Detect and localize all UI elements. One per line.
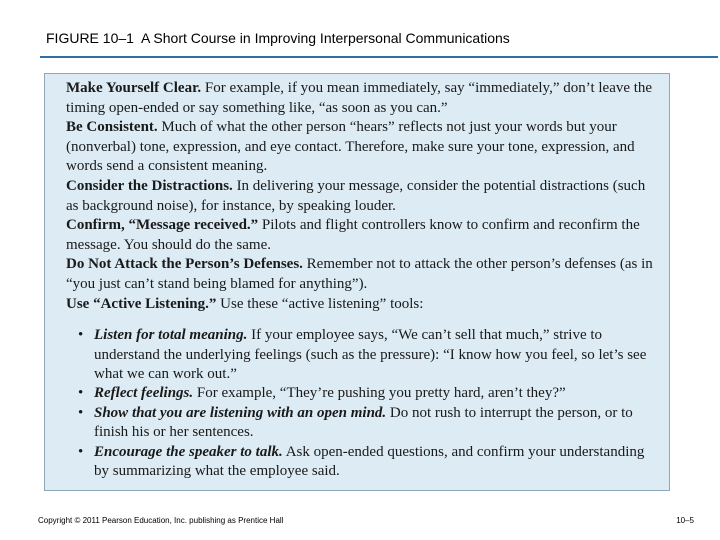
tip-heading: Confirm, “Message received.”: [66, 217, 259, 234]
list-item: [78, 443, 661, 482]
tip-paragraph: [66, 216, 661, 255]
list-item: [78, 404, 661, 443]
figure-label: FIGURE 10–1: [46, 30, 134, 46]
tip-heading: Be Consistent.: [66, 119, 158, 136]
bullet-text: Do not rush to interrupt the person, or to finish his or her sentences.: [94, 404, 633, 441]
tip-text: Remember not to attack the other person’s defenses (as in “you just can’t stand being blamed for anything”).: [66, 256, 653, 292]
bullet-text: If your employee says, “We can’t sell that much,” strive to understand the underlying feelings (such as the pressure): “I know how you feel, so let’s see what we can work out.”: [94, 327, 647, 382]
bullet-lead: Reflect feelings.: [94, 385, 194, 402]
content-body: [66, 79, 661, 481]
bullet-icon: •: [78, 443, 84, 460]
tip-heading: Use “Active Listening.”: [66, 295, 217, 312]
page-number: 10–5: [676, 516, 694, 525]
bullet-text: For example, “They’re pushing you pretty hard, aren’t they?”: [193, 385, 566, 402]
tip-heading: Do Not Attack the Person’s Defenses.: [66, 256, 303, 273]
list-item: [78, 384, 661, 403]
tip-heading: Make Yourself Clear.: [66, 80, 202, 96]
tip-paragraph: [66, 177, 661, 216]
tip-text: Use these “active listening” tools:: [216, 295, 424, 312]
list-item: [78, 326, 661, 384]
figure-title: [46, 30, 510, 46]
tip-text: For example, if you mean immediately, say “immediately,” don’t leave the timing open-ended or say something like, “as soon as you can.”: [66, 80, 653, 116]
tip-text: Pilots and flight controllers know to confirm and reconfirm the message. You should do the same.: [66, 217, 640, 253]
tip-paragraph: [66, 255, 661, 294]
tip-text: In delivering your message, consider the potential distractions (such as background noise), for instance, by speaking louder.: [66, 177, 646, 214]
tip-paragraph: [66, 295, 661, 315]
tip-text: Much of what the other person “hears” reflects not just your words but your (nonverbal) tone, expression, and eye contact. Therefore, make sure your tone, expression, and words send a consistent meaning.: [66, 119, 635, 175]
active-listening-list: [66, 326, 661, 481]
bullet-lead: Show that you are listening with an open mind.: [94, 404, 387, 421]
bullet-icon: •: [78, 385, 84, 402]
bullet-icon: •: [78, 327, 84, 344]
copyright-notice: Copyright © 2011 Pearson Education, Inc. publishing as Prentice Hall: [38, 516, 284, 525]
tip-heading: Consider the Distractions.: [66, 177, 233, 194]
tip-paragraph: [66, 79, 661, 118]
bullet-lead: Listen for total meaning.: [94, 327, 248, 344]
bullet-icon: •: [78, 404, 84, 421]
figure-caption: A Short Course in Improving Interpersonal Communications: [140, 30, 510, 46]
bullet-lead: Encourage the speaker to talk.: [94, 443, 283, 460]
tip-paragraph: [66, 118, 661, 177]
title-divider: [40, 56, 718, 58]
bullet-text: Ask open-ended questions, and confirm your understanding by summarizing what the employee said.: [94, 443, 645, 479]
